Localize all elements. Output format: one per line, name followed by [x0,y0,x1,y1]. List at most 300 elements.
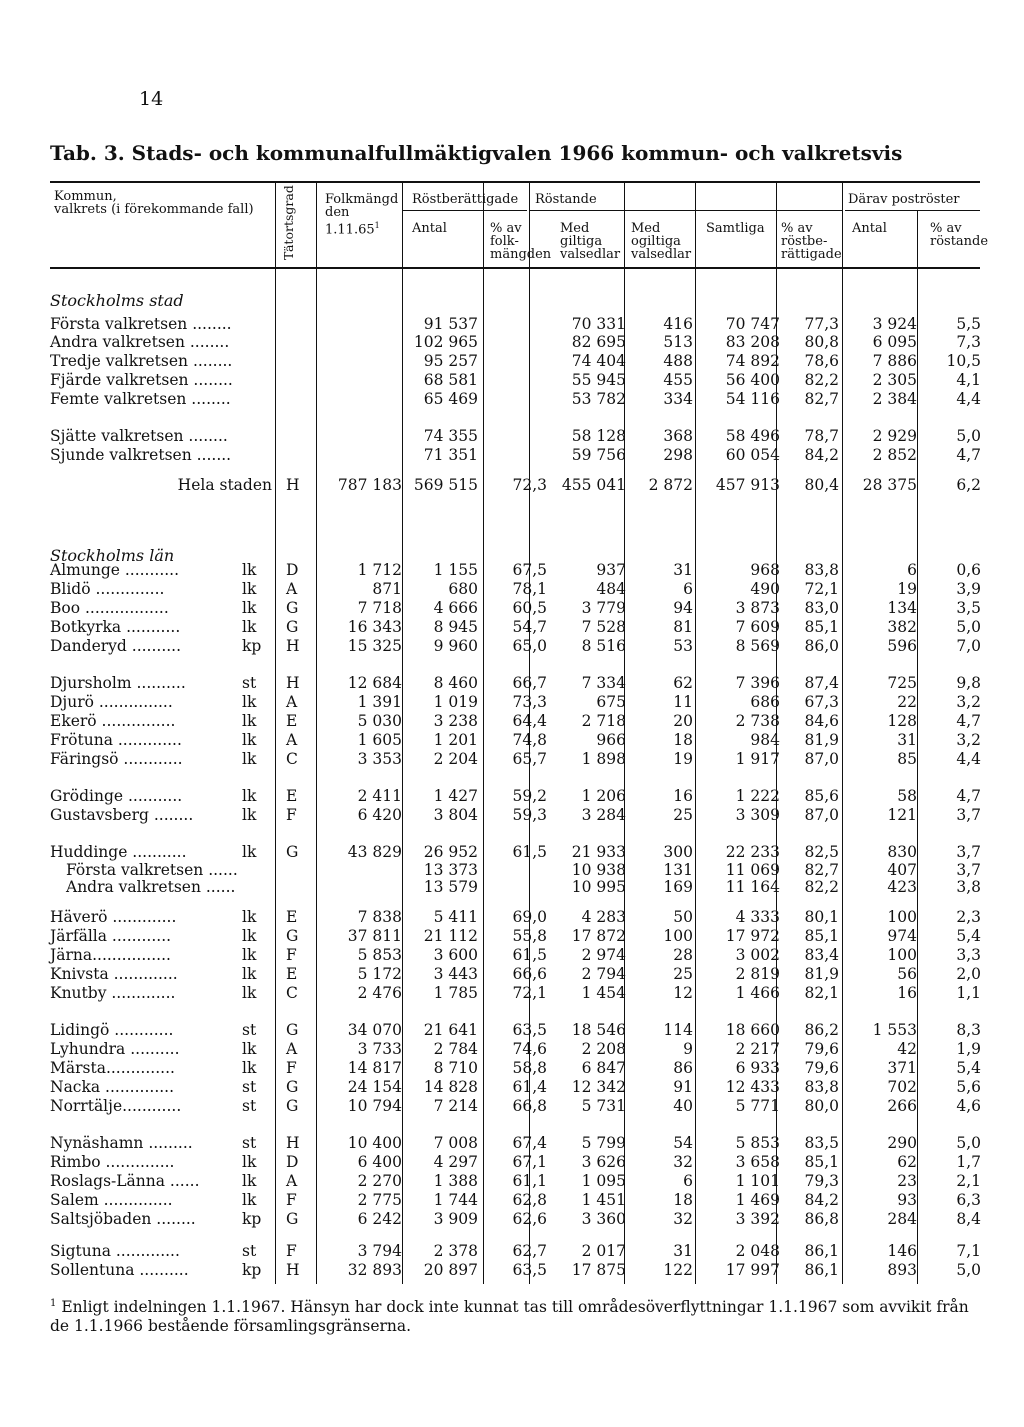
cell-post-antal: 134 [887,599,917,617]
tatortsgrad-value: E [286,787,298,805]
row-label: Hela staden [177,476,272,494]
cell-post-pct: 4,6 [956,1097,981,1115]
cell-rostber-pct: 55,8 [512,927,547,945]
cell-rostber-antal: 91 537 [423,315,478,333]
kommun-type: st [242,1078,257,1096]
cell-rostber-pct: 62,8 [512,1191,547,1209]
row-label: Färingsö ............ [50,750,183,768]
header-rostande: Röstande [535,192,597,207]
cell-samtliga: 3 658 [735,1153,780,1171]
row-label: Första valkretsen ...... [66,861,238,879]
row-label: Gustavsberg ........ [50,806,194,824]
cell-med-giltiga: 12 342 [571,1078,626,1096]
cell-pct-rostber: 80,1 [804,908,839,926]
row-label: Tredje valkretsen ........ [50,352,233,370]
cell-pct-rostber: 85,6 [804,787,839,805]
cell-rostber-antal: 1 019 [433,693,478,711]
cell-folkmangd: 10 794 [347,1097,402,1115]
cell-post-antal: 16 [897,984,917,1002]
table-title: Tab. 3. Stads- och kommunalfullmäktigvalen 1966 kommun- och valkretsvis [50,141,903,165]
cell-post-antal: 100 [887,946,917,964]
cell-post-antal: 19 [897,580,917,598]
cell-rostber-antal: 21 641 [423,1021,478,1039]
row-label: Lidingö ............ [50,1021,174,1039]
cell-folkmangd: 5 172 [357,965,402,983]
cell-rostber-antal: 4 666 [433,599,478,617]
cell-rostber-antal: 3 909 [433,1210,478,1228]
cell-samtliga: 11 069 [725,861,780,879]
header-post-pct: % av röstande [930,221,989,249]
table-row [0,476,1024,494]
cell-med-ogiltiga: 513 [663,333,693,351]
row-label: Nacka .............. [50,1078,175,1096]
table-row [0,927,1024,945]
cell-pct-rostber: 82,7 [804,390,839,408]
kommun-type: kp [242,637,262,655]
kommun-type: lk [242,984,257,1002]
cell-pct-rostber: 82,7 [804,861,839,879]
tatortsgrad-value: G [286,1021,299,1039]
cell-post-pct: 4,4 [956,390,981,408]
cell-rostber-antal: 2 378 [433,1242,478,1260]
cell-rostber-pct: 61,4 [512,1078,547,1096]
cell-post-pct: 5,0 [956,1134,981,1152]
cell-pct-rostber: 84,2 [804,1191,839,1209]
cell-post-pct: 3,7 [956,843,981,861]
cell-post-pct: 4,7 [956,787,981,805]
cell-post-antal: 893 [887,1261,917,1279]
cell-samtliga: 7 609 [735,618,780,636]
row-label: Lyhundra .......... [50,1040,180,1058]
cell-pct-rostber: 83,8 [804,1078,839,1096]
cell-post-antal: 382 [887,618,917,636]
cell-rostber-antal: 8 710 [433,1059,478,1077]
kommun-type: st [242,1242,257,1260]
cell-rostber-pct: 67,4 [512,1134,547,1152]
cell-pct-rostber: 83,4 [804,946,839,964]
cell-pct-rostber: 84,6 [804,712,839,730]
cell-rostber-pct: 62,7 [512,1242,547,1260]
cell-pct-rostber: 83,5 [804,1134,839,1152]
header-pct-rostberattigade: % av röstbe- rättigade [781,221,842,262]
table-row [0,787,1024,805]
cell-folkmangd: 1 712 [357,561,402,579]
cell-rostber-antal: 74 355 [423,427,478,445]
cell-samtliga: 1 101 [735,1172,780,1190]
kommun-type: st [242,1097,257,1115]
cell-rostber-pct: 65,0 [512,637,547,655]
row-label: Rimbo .............. [50,1153,175,1171]
cell-post-antal: 56 [897,965,917,983]
cell-rostber-pct: 62,6 [512,1210,547,1228]
row-label: Djurö ............... [50,693,173,711]
cell-rostber-antal: 13 579 [423,878,478,896]
cell-post-pct: 5,4 [956,927,981,945]
cell-folkmangd: 2 476 [357,984,402,1002]
cell-rostber-pct: 63,5 [512,1021,547,1039]
cell-post-pct: 5,6 [956,1078,981,1096]
header-folkmangd: Folkmängd den 1.11.65$^1$ [325,192,399,238]
header-samtliga: Samtliga [706,221,765,236]
table-row [0,984,1024,1002]
cell-samtliga: 3 002 [735,946,780,964]
cell-post-pct: 6,3 [956,1191,981,1209]
table-row [0,861,1024,879]
cell-post-antal: 100 [887,908,917,926]
kommun-type: lk [242,965,257,983]
cell-med-ogiltiga: 25 [673,965,693,983]
cell-post-antal: 3 924 [872,315,917,333]
tatortsgrad-value: H [286,1134,300,1152]
cell-rostber-pct: 66,7 [512,674,547,692]
cell-samtliga: 2 217 [735,1040,780,1058]
cell-post-pct: 1,9 [956,1040,981,1058]
table-row [0,731,1024,749]
cell-rostber-antal: 4 297 [433,1153,478,1171]
cell-rostber-pct: 67,1 [512,1153,547,1171]
cell-post-antal: 23 [897,1172,917,1190]
cell-rostber-antal: 21 112 [423,927,478,945]
cell-folkmangd: 2 411 [357,787,402,805]
tatortsgrad-value: C [286,984,298,1002]
section-stockholms-stad: Stockholms stad [50,291,184,310]
cell-med-giltiga: 2 794 [581,965,626,983]
table-row [0,1153,1024,1171]
table-row [0,1191,1024,1209]
tatortsgrad-value: G [286,599,299,617]
table-row [0,315,1024,333]
cell-samtliga: 22 233 [725,843,780,861]
cell-samtliga: 58 496 [725,427,780,445]
table-row [0,333,1024,351]
table-row [0,1021,1024,1039]
cell-post-antal: 22 [897,693,917,711]
cell-post-pct: 3,3 [956,946,981,964]
cell-pct-rostber: 85,1 [804,1153,839,1171]
cell-med-ogiltiga: 169 [663,878,693,896]
header-rostberattigade: Röstberättigade [412,192,519,207]
row-label: Grödinge ........... [50,787,183,805]
cell-folkmangd: 43 829 [347,843,402,861]
cell-post-antal: 596 [887,637,917,655]
kommun-type: lk [242,1059,257,1077]
tatortsgrad-value: G [286,1097,299,1115]
cell-post-pct: 3,2 [956,731,981,749]
kommun-type: lk [242,927,257,945]
cell-med-giltiga: 3 284 [581,806,626,824]
cell-rostber-antal: 102 965 [413,333,478,351]
cell-med-ogiltiga: 40 [673,1097,693,1115]
kommun-type: lk [242,1191,257,1209]
cell-med-giltiga: 3 626 [581,1153,626,1171]
kommun-type: st [242,1021,257,1039]
table-row [0,1134,1024,1152]
kommun-type: lk [242,1153,257,1171]
cell-post-pct: 4,7 [956,446,981,464]
cell-pct-rostber: 78,7 [804,427,839,445]
cell-post-antal: 407 [887,861,917,879]
cell-med-ogiltiga: 50 [673,908,693,926]
tatortsgrad-value: A [286,580,298,598]
cell-samtliga: 490 [750,580,780,598]
cell-folkmangd: 3 733 [357,1040,402,1058]
cell-post-antal: 28 375 [862,476,917,494]
cell-med-giltiga: 74 404 [571,352,626,370]
cell-med-giltiga: 2 208 [581,1040,626,1058]
cell-pct-rostber: 82,2 [804,371,839,389]
cell-rostber-pct: 61,1 [512,1172,547,1190]
table-row [0,674,1024,692]
cell-post-antal: 290 [887,1134,917,1152]
cell-post-antal: 7 886 [872,352,917,370]
header-kommun: Kommun, valkrets (i förekommande fall) [54,189,254,217]
cell-med-ogiltiga: 300 [663,843,693,861]
cell-med-ogiltiga: 53 [673,637,693,655]
cell-med-ogiltiga: 81 [673,618,693,636]
table-row [0,878,1024,896]
section-stockholms-lan: Stockholms län [50,546,175,565]
cell-med-ogiltiga: 91 [673,1078,693,1096]
row-label: Danderyd .......... [50,637,182,655]
cell-post-antal: 2 384 [872,390,917,408]
row-label: Sjunde valkretsen ....... [50,446,232,464]
cell-med-ogiltiga: 298 [663,446,693,464]
cell-folkmangd: 787 183 [337,476,402,494]
cell-med-ogiltiga: 31 [673,561,693,579]
cell-med-giltiga: 1 898 [581,750,626,768]
poströster-underline [845,210,980,211]
cell-samtliga: 54 116 [725,390,780,408]
cell-post-pct: 7,1 [956,1242,981,1260]
table-row [0,965,1024,983]
cell-samtliga: 3 392 [735,1210,780,1228]
tatortsgrad-value: H [286,476,300,494]
cell-med-giltiga: 2 974 [581,946,626,964]
cell-rostber-antal: 3 443 [433,965,478,983]
cell-post-antal: 42 [897,1040,917,1058]
cell-rostber-pct: 65,7 [512,750,547,768]
cell-pct-rostber: 82,1 [804,984,839,1002]
cell-med-ogiltiga: 16 [673,787,693,805]
cell-rostber-pct: 60,5 [512,599,547,617]
cell-samtliga: 686 [750,693,780,711]
cell-samtliga: 11 164 [725,878,780,896]
row-label: Häverö ............. [50,908,177,926]
cell-samtliga: 18 660 [725,1021,780,1039]
cell-samtliga: 2 819 [735,965,780,983]
kommun-type: kp [242,1261,262,1279]
cell-med-ogiltiga: 18 [673,1191,693,1209]
tatortsgrad-value: D [286,561,299,579]
cell-med-giltiga: 58 128 [571,427,626,445]
cell-med-ogiltiga: 6 [683,580,693,598]
cell-med-giltiga: 455 041 [561,476,626,494]
cell-post-antal: 2 305 [872,371,917,389]
cell-samtliga: 968 [750,561,780,579]
cell-post-pct: 3,7 [956,806,981,824]
cell-post-antal: 58 [897,787,917,805]
tatortsgrad-value: E [286,712,298,730]
kommun-type: lk [242,712,257,730]
cell-med-ogiltiga: 19 [673,750,693,768]
cell-rostber-antal: 13 373 [423,861,478,879]
table-row [0,750,1024,768]
cell-folkmangd: 15 325 [347,637,402,655]
cell-samtliga: 56 400 [725,371,780,389]
cell-post-antal: 6 [907,561,917,579]
table-row [0,843,1024,861]
cell-post-pct: 0,6 [956,561,981,579]
cell-post-pct: 3,9 [956,580,981,598]
cell-post-pct: 4,1 [956,371,981,389]
cell-samtliga: 3 309 [735,806,780,824]
cell-med-ogiltiga: 32 [673,1153,693,1171]
cell-pct-rostber: 86,2 [804,1021,839,1039]
cell-rostber-antal: 1 388 [433,1172,478,1190]
cell-rostber-pct: 61,5 [512,946,547,964]
header-tatortsgrad: Tätortsgrad [281,185,296,260]
cell-med-giltiga: 937 [596,561,626,579]
table-row [0,1261,1024,1279]
cell-rostber-antal: 26 952 [423,843,478,861]
cell-med-giltiga: 1 095 [581,1172,626,1190]
kommun-type: lk [242,599,257,617]
cell-samtliga: 3 873 [735,599,780,617]
table-row [0,806,1024,824]
cell-post-antal: 2 929 [872,427,917,445]
cell-pct-rostber: 79,6 [804,1040,839,1058]
cell-pct-rostber: 86,1 [804,1261,839,1279]
cell-post-antal: 85 [897,750,917,768]
table-row [0,1078,1024,1096]
cell-med-ogiltiga: 416 [663,315,693,333]
cell-post-pct: 10,5 [946,352,981,370]
cell-rostber-pct: 59,2 [512,787,547,805]
cell-rostber-antal: 1 744 [433,1191,478,1209]
cell-post-pct: 5,5 [956,315,981,333]
cell-rostber-pct: 66,8 [512,1097,547,1115]
row-label: Andra valkretsen ...... [66,878,236,896]
cell-post-pct: 2,3 [956,908,981,926]
cell-folkmangd: 37 811 [347,927,402,945]
cell-med-ogiltiga: 25 [673,806,693,824]
row-label: Roslags-Länna ...... [50,1172,200,1190]
table-row [0,1242,1024,1260]
cell-med-ogiltiga: 20 [673,712,693,730]
table-row [0,1040,1024,1058]
cell-med-giltiga: 1 454 [581,984,626,1002]
row-label: Sigtuna ............. [50,1242,180,1260]
cell-med-giltiga: 10 995 [571,878,626,896]
cell-samtliga: 457 913 [715,476,780,494]
table-row [0,946,1024,964]
cell-rostber-antal: 1 155 [433,561,478,579]
cell-samtliga: 2 738 [735,712,780,730]
cell-samtliga: 8 569 [735,637,780,655]
cell-folkmangd: 24 154 [347,1078,402,1096]
cell-rostber-antal: 2 784 [433,1040,478,1058]
cell-rostber-antal: 3 238 [433,712,478,730]
cell-folkmangd: 5 030 [357,712,402,730]
cell-post-antal: 371 [887,1059,917,1077]
cell-post-pct: 1,1 [956,984,981,1002]
cell-rostber-pct: 59,3 [512,806,547,824]
cell-pct-rostber: 83,8 [804,561,839,579]
cell-med-giltiga: 6 847 [581,1059,626,1077]
rostande-underline [529,210,843,211]
cell-rostber-pct: 58,8 [512,1059,547,1077]
cell-folkmangd: 3 353 [357,750,402,768]
row-label: Knivsta ............. [50,965,178,983]
cell-rostber-antal: 7 214 [433,1097,478,1115]
table-row [0,1059,1024,1077]
cell-folkmangd: 14 817 [347,1059,402,1077]
cell-folkmangd: 2 270 [357,1172,402,1190]
cell-pct-rostber: 87,4 [804,674,839,692]
cell-pct-rostber: 87,0 [804,806,839,824]
cell-pct-rostber: 82,2 [804,878,839,896]
row-label: Järna................ [50,946,171,964]
tatortsgrad-value: A [286,1040,298,1058]
cell-folkmangd: 5 853 [357,946,402,964]
row-label: Salem .............. [50,1191,173,1209]
cell-rostber-antal: 8 460 [433,674,478,692]
cell-med-ogiltiga: 11 [673,693,693,711]
tatortsgrad-value: G [286,1078,299,1096]
cell-folkmangd: 16 343 [347,618,402,636]
row-label: Första valkretsen ........ [50,315,232,333]
row-label: Ekerö ............... [50,712,176,730]
cell-post-antal: 423 [887,878,917,896]
cell-post-pct: 3,5 [956,599,981,617]
cell-med-giltiga: 82 695 [571,333,626,351]
cell-post-pct: 3,7 [956,861,981,879]
kommun-type: lk [242,843,257,861]
cell-folkmangd: 1 605 [357,731,402,749]
table-row [0,712,1024,730]
table-row [0,561,1024,579]
cell-rostber-antal: 1 201 [433,731,478,749]
cell-samtliga: 17 972 [725,927,780,945]
footnote: $^1$ Enligt indelningen 1.1.1967. Hänsyn har dock inte kunnat tas till områdesöverflyttningar 1.1.1967 som avvikit från de 1.1.1966 bestående församlingsgränserna. [50,1298,969,1336]
cell-samtliga: 1 469 [735,1191,780,1209]
cell-samtliga: 1 222 [735,787,780,805]
header-post-antal: Antal [852,221,887,236]
cell-rostber-antal: 5 411 [433,908,478,926]
cell-post-pct: 8,3 [956,1021,981,1039]
cell-post-pct: 7,0 [956,637,981,655]
table-row [0,371,1024,389]
cell-rostber-pct: 64,4 [512,712,547,730]
cell-post-antal: 6 095 [872,333,917,351]
cell-med-giltiga: 7 528 [581,618,626,636]
cell-med-ogiltiga: 18 [673,731,693,749]
tatortsgrad-value: F [286,806,297,824]
row-label: Almunge ........... [50,561,180,579]
table-row [0,446,1024,464]
cell-samtliga: 83 208 [725,333,780,351]
cell-med-giltiga: 2 718 [581,712,626,730]
cell-med-ogiltiga: 455 [663,371,693,389]
cell-post-pct: 6,2 [956,476,981,494]
cell-rostber-pct: 67,5 [512,561,547,579]
tatortsgrad-value: H [286,1261,300,1279]
cell-folkmangd: 1 391 [357,693,402,711]
tatortsgrad-value: A [286,693,298,711]
cell-med-ogiltiga: 2 872 [648,476,693,494]
cell-pct-rostber: 79,6 [804,1059,839,1077]
cell-post-pct: 4,4 [956,750,981,768]
